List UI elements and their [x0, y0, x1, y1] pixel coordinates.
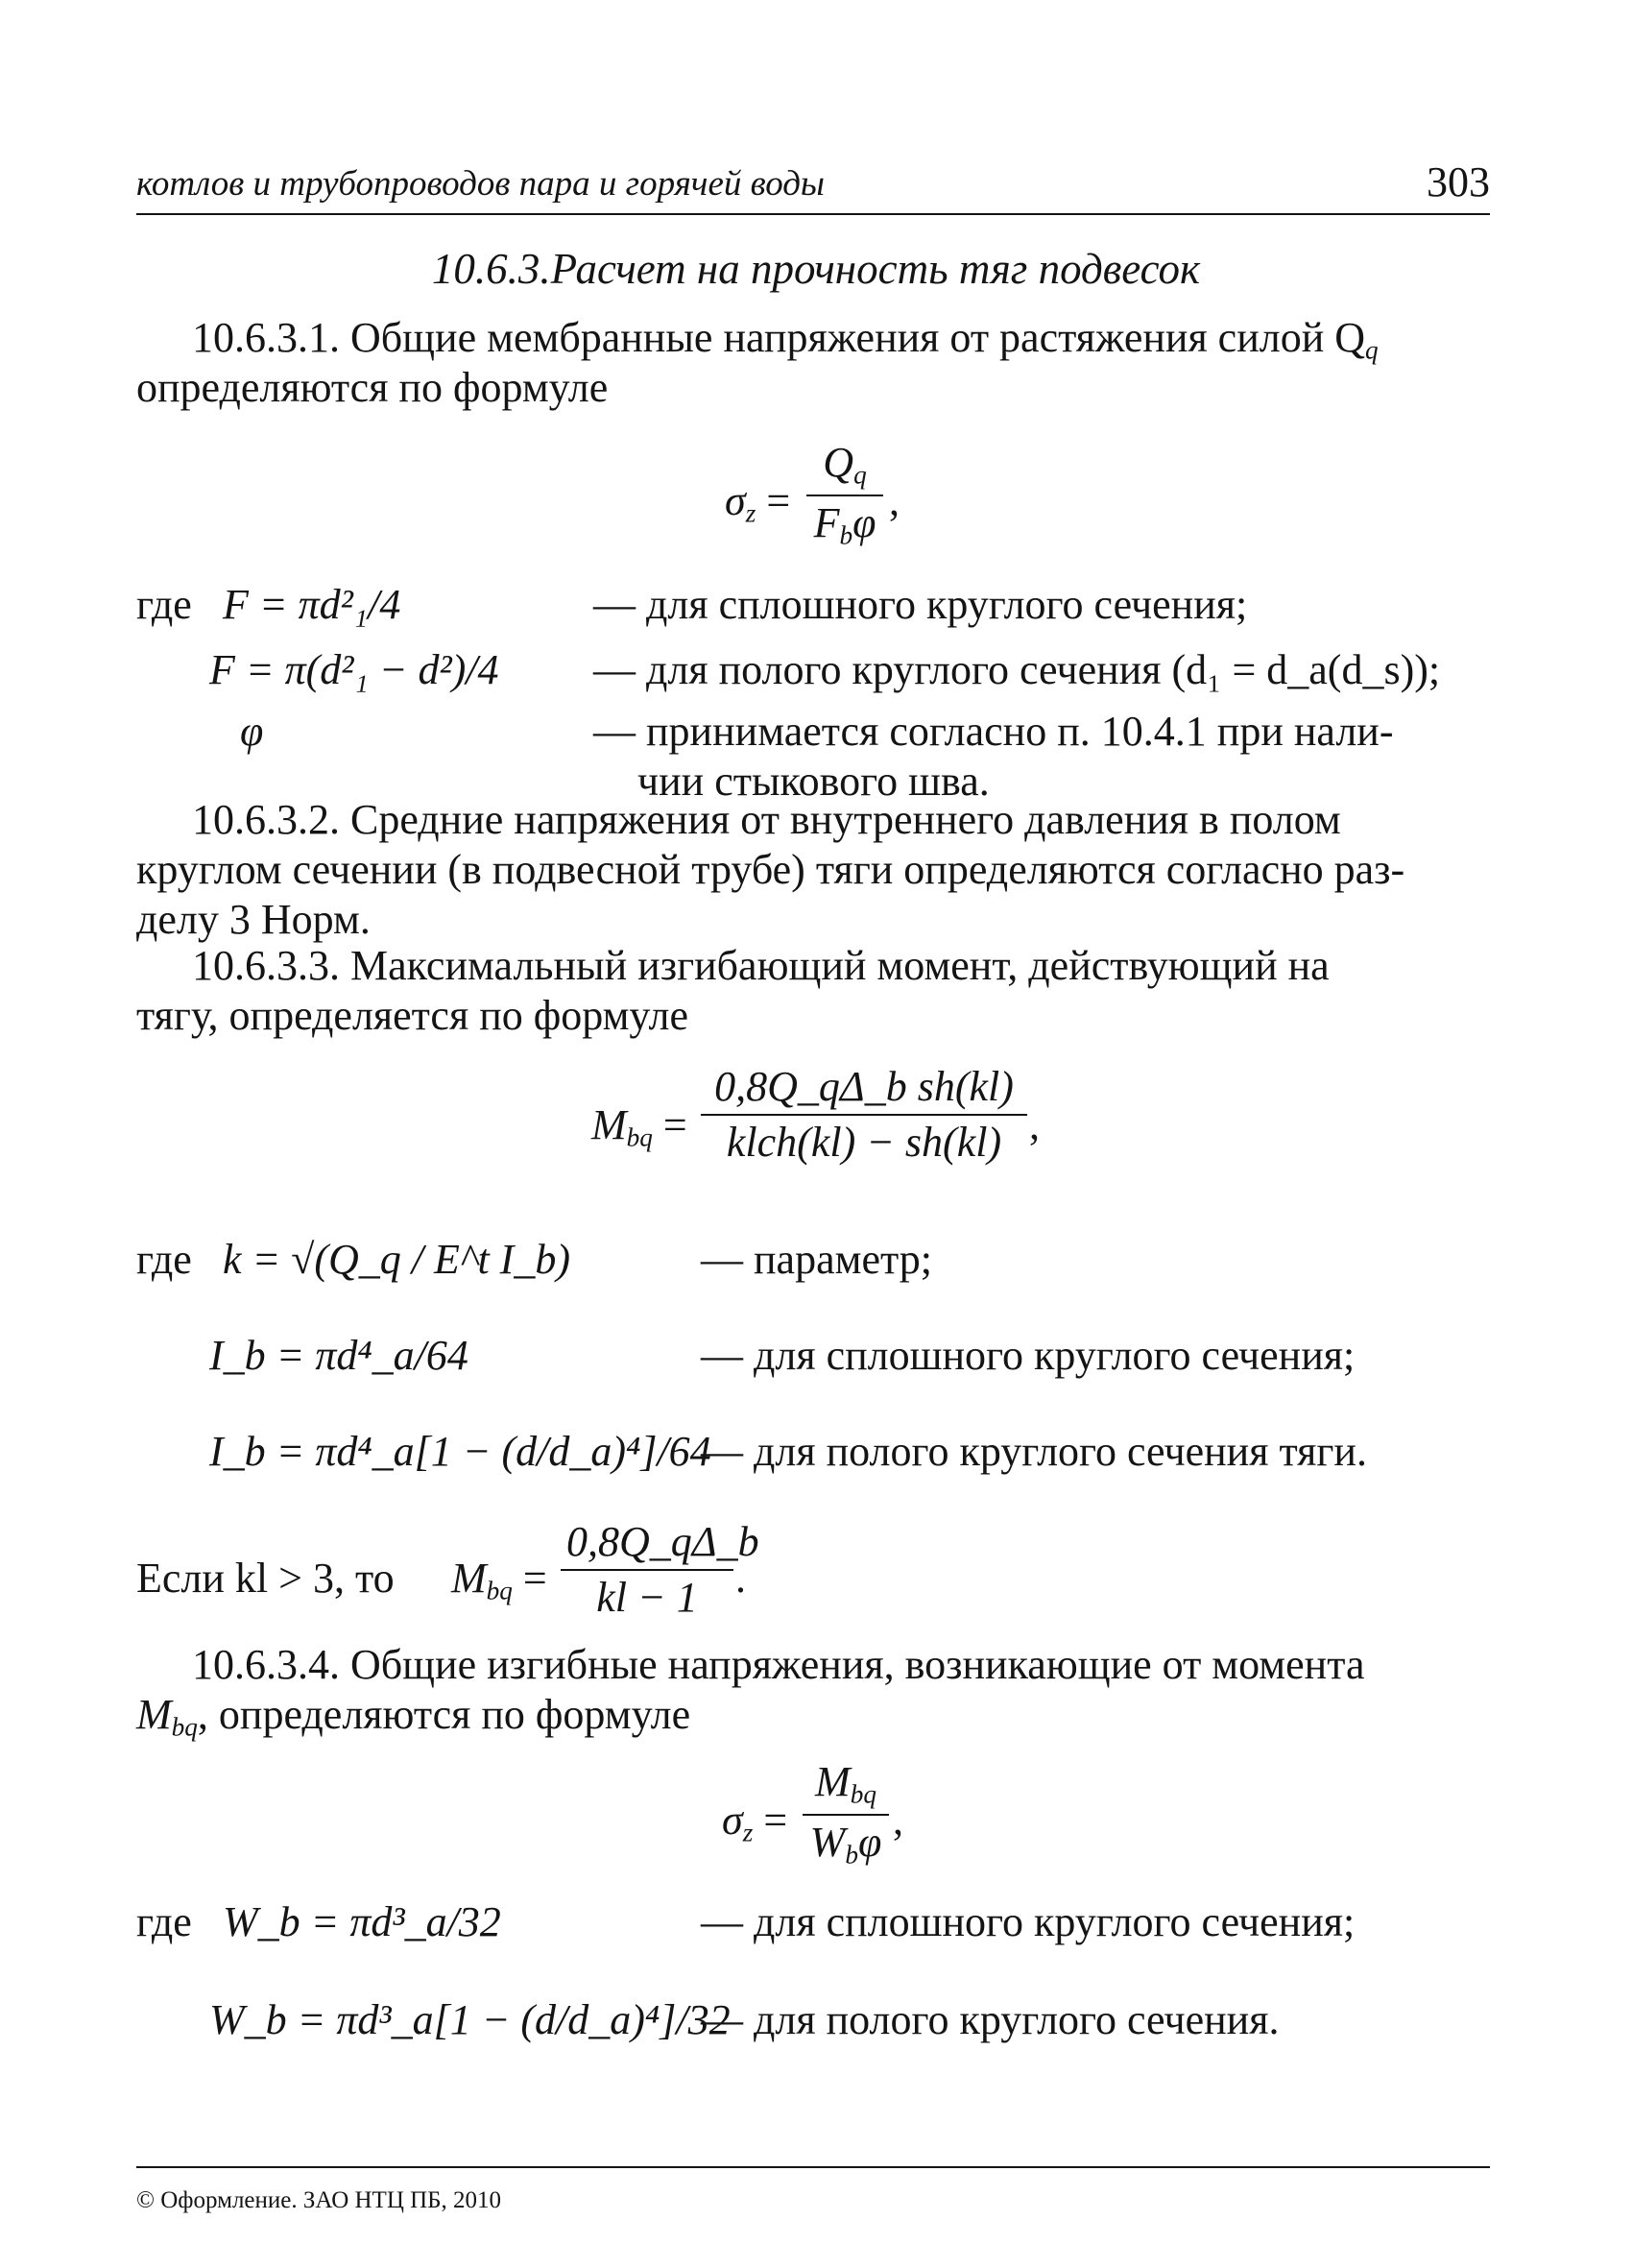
where-3-formula-2: W_b = πd³_a[1 − (d/d_a)⁴]/32 [209, 1996, 731, 2043]
where-3-desc-1: — для сплошного круглого сечения; [701, 1898, 1356, 1945]
where-1-formula-2: F = π(d²₁ − d²)/4 [209, 646, 499, 693]
page-number: 303 [1427, 158, 1490, 205]
para-1-line-1: 10.6.3.1. Общие мембранные напряжения от растяжения силой $Q_q$ [192, 314, 1379, 365]
if-formula-fraction: $\frac{0,8Q\_q\Delta\_b}{kl - 1}$ [561, 1521, 733, 1619]
formula-3-end: , [893, 1797, 903, 1844]
footer-copyright: © Оформление. ЗАО НТЦ ПБ, 2010 [136, 2187, 502, 2213]
where-2-label: где [136, 1236, 192, 1283]
running-header [136, 158, 1490, 211]
where-3-desc-2: — для полого круглого сечения. [701, 1996, 1280, 2043]
footer-rule [136, 2166, 1490, 2168]
para-4-line-2: $M_{bq}$, определяются по формуле [136, 1691, 691, 1742]
formula-1-end: , [889, 477, 900, 524]
where-1-desc-3a: — принимается согласно п. 10.4.1 при нали- [593, 708, 1394, 755]
formula-2-end: , [1029, 1101, 1040, 1148]
where-1-formula-3: φ [240, 708, 264, 755]
where-2-formula-2: I_b = πd⁴_a/64 [209, 1332, 468, 1379]
formula-1-fraction: $Q_q$ $F_b\varphi$ [806, 442, 883, 549]
where-1-label: где [136, 581, 192, 628]
formula-2-lhs: $M_{bq}$ = [591, 1101, 687, 1152]
para-4-line-1: 10.6.3.4. Общие изгибные напряжения, возникающие от момента [192, 1641, 1365, 1688]
formula-2-fraction: 0,8Q_qΔ_b sh(kl) klch(kl) − sh(kl) [701, 1066, 1027, 1164]
if-formula-lhs: $M_{bq}$ = [451, 1555, 547, 1605]
formula-3-fraction: $M_{bq}$ $W_b\varphi$ [803, 1761, 889, 1869]
para-3-line-1: 10.6.3.3. Максимальный изгибающий момент, действующий на [192, 942, 1330, 989]
if-clause: Если kl > 3, то [136, 1555, 395, 1602]
where-1-desc-3b: чии стыкового шва. [637, 758, 990, 805]
where-2-desc-3: — для полого круглого сечения тяги. [701, 1428, 1367, 1475]
formula-1-lhs: $\sigma_z$ = [725, 477, 791, 528]
where-2-desc-1: — параметр; [701, 1236, 932, 1283]
para-2-line-2: круглом сечении (в подвесной трубе) тяги определяются согласно раз- [136, 846, 1405, 893]
running-title: котлов и трубопроводов пара и горячей воды [136, 164, 825, 204]
para-2-line-3: делу 3 Норм. [136, 896, 371, 943]
para-3-line-2: тягу, определяется по формуле [136, 992, 688, 1039]
where-3-label: где [136, 1898, 192, 1945]
formula-3-lhs: $\sigma_z$ = [722, 1797, 788, 1847]
where-1-desc-2: — для полого круглого сечения (d₁ = d_a(d_s)); [593, 646, 1441, 693]
where-2-formula-3: I_b = πd⁴_a[1 − (d/d_a)⁴]/64 [209, 1428, 711, 1475]
where-1-desc-1: — для сплошного круглого сечения; [593, 581, 1248, 628]
where-2-formula-1: k = √(Q_q / E^t I_b) [223, 1236, 570, 1283]
where-3-formula-1: W_b = πd³_a/32 [223, 1898, 501, 1945]
where-1-formula-1: F = πd²₁/4 [223, 581, 401, 628]
para-1-line-2: определяются по формуле [136, 364, 609, 411]
para-2-line-1: 10.6.3.2. Средние напряжения от внутреннего давления в полом [192, 796, 1341, 843]
if-formula-end: . [735, 1555, 746, 1602]
where-2-desc-2: — для сплошного круглого сечения; [701, 1332, 1356, 1379]
header-rule [136, 213, 1490, 215]
section-title: 10.6.3.Расчет на прочность тяг подвесок [431, 245, 1201, 293]
